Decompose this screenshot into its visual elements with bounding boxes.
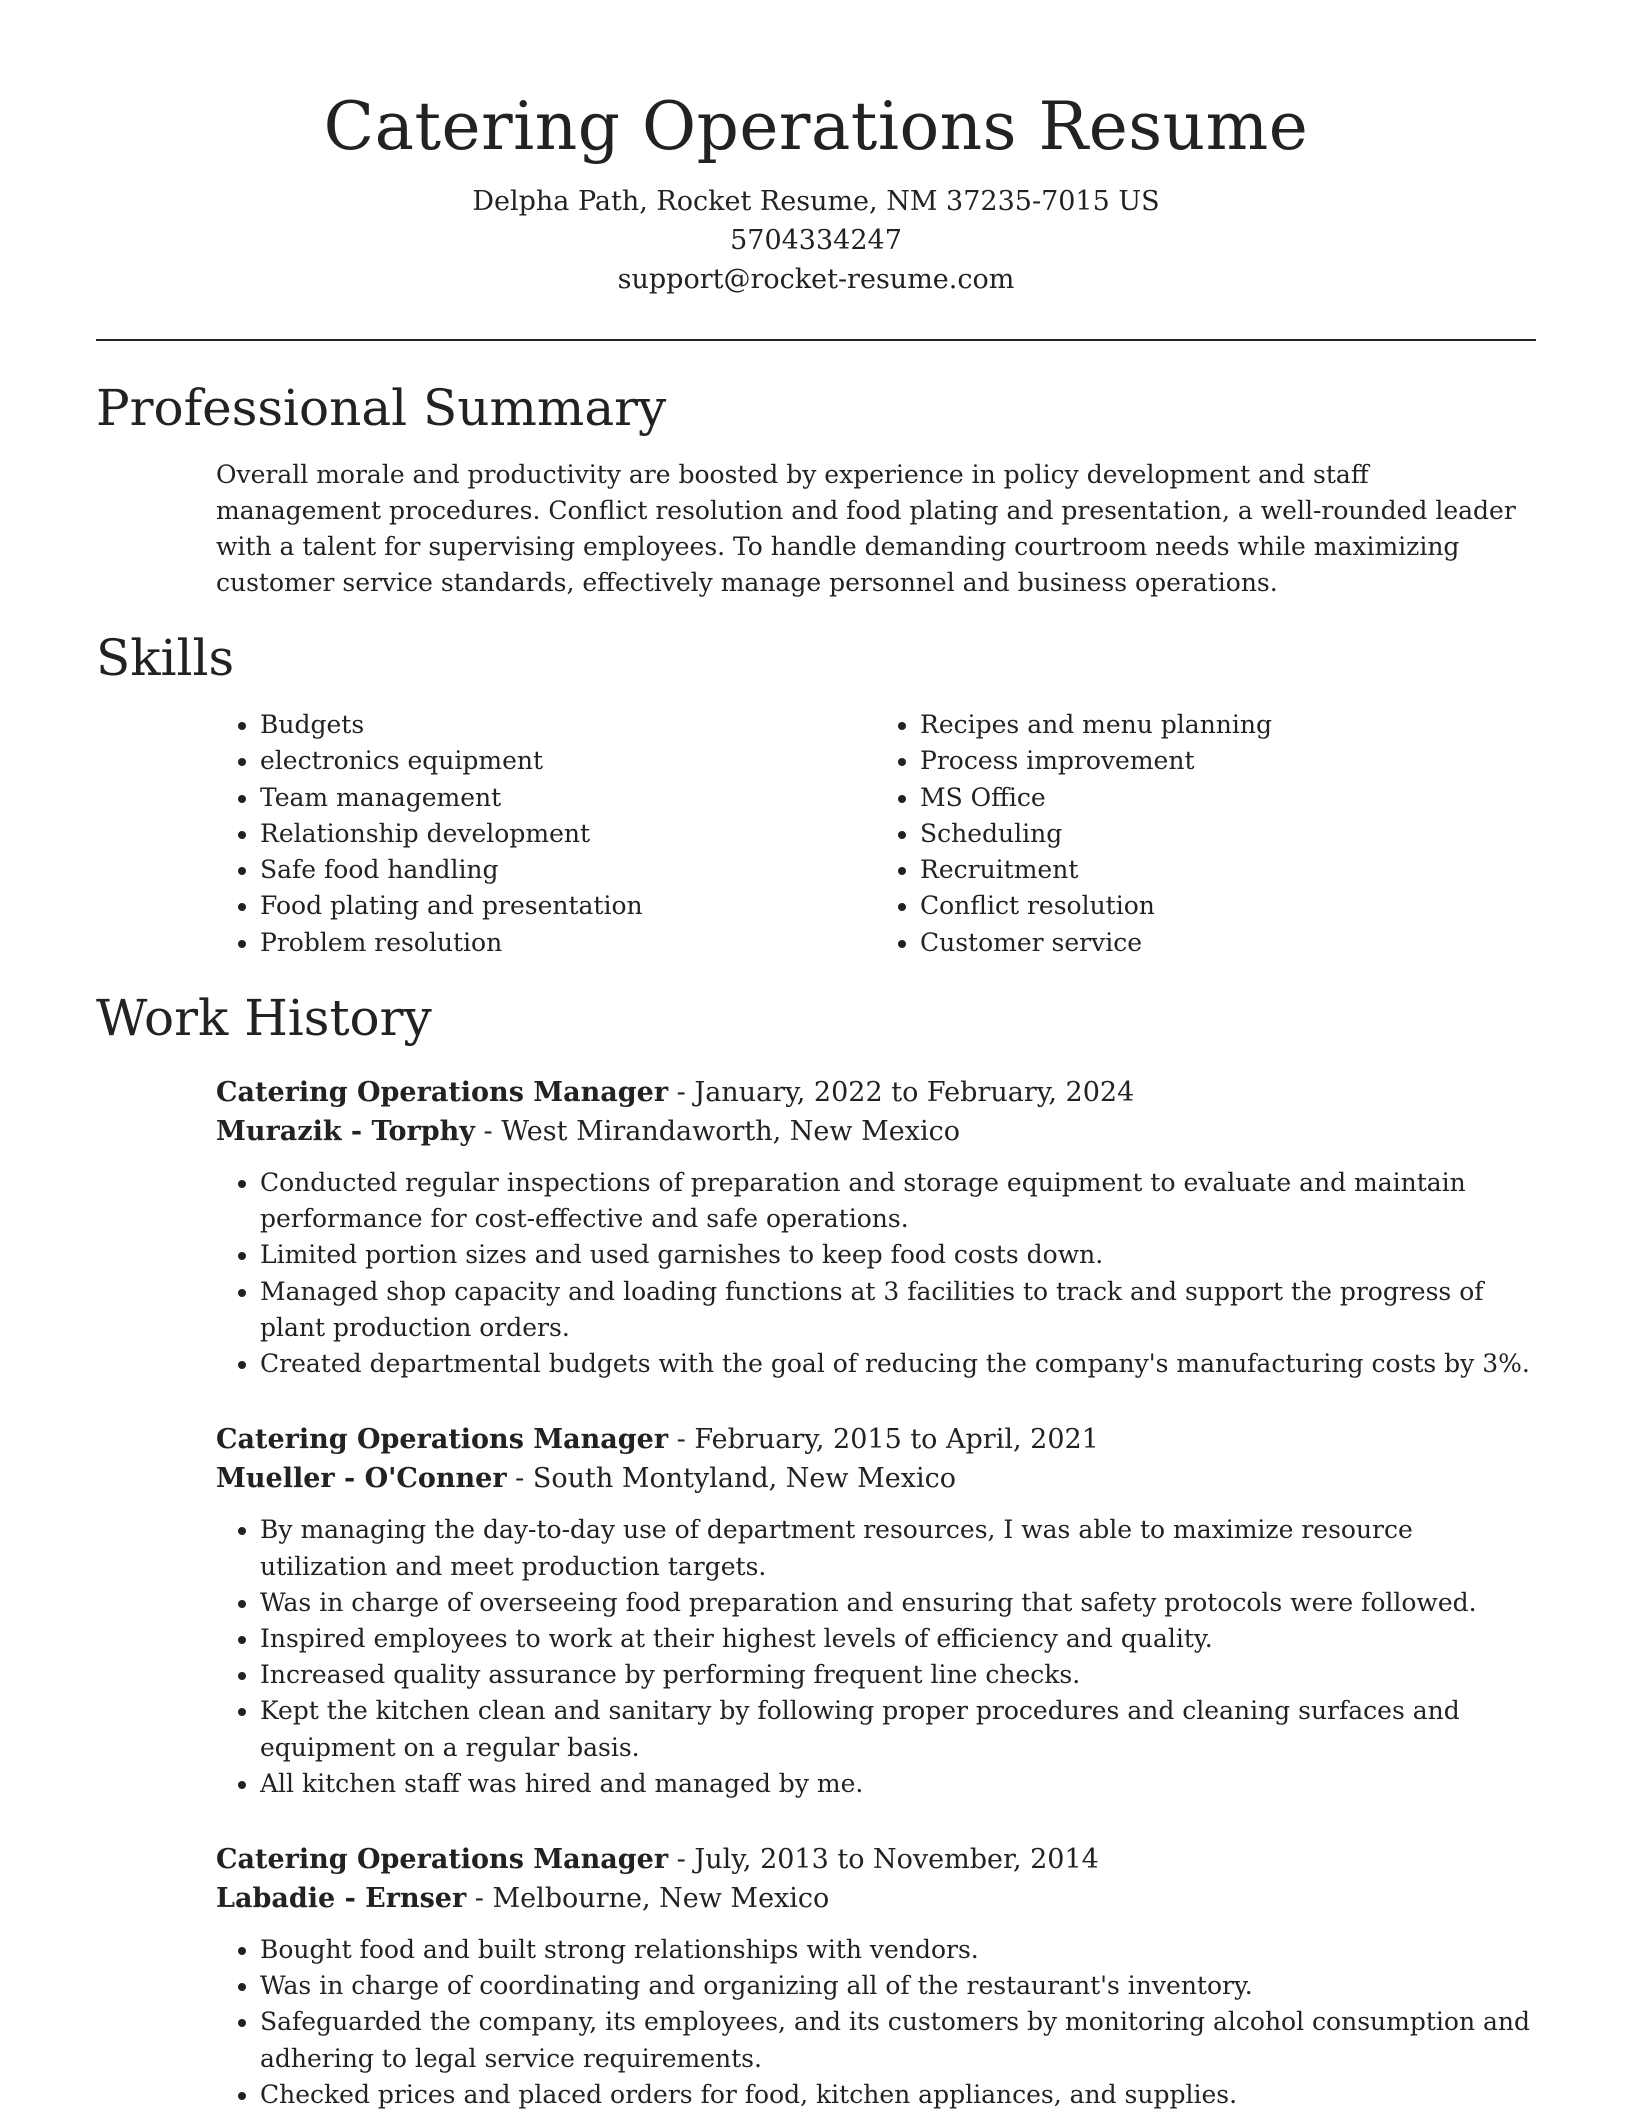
job-role: Catering Operations Manager: [216, 1843, 669, 1875]
job-company-line: [216, 1112, 1536, 1151]
job-bullet: • Was in charge of overseeing food preparation and ensuring that safety protocols were followed.: [260, 1585, 1536, 1621]
job-bullet: • Safeguarded the company, its employees, and its customers by monitoring alcohol consumption and adhering to legal service requirements.: [260, 2004, 1536, 2076]
skills-heading: Skills: [96, 629, 235, 687]
job-role: Catering Operations Manager: [216, 1077, 669, 1109]
job-bullet: • Increased quality assurance by performing frequent line checks.: [260, 1657, 1536, 1693]
job-title-line: [216, 1420, 1536, 1459]
work-history-heading: Work History: [96, 989, 432, 1048]
skill-item: • Safe food handling: [260, 852, 876, 888]
job-dates: - January, 2022 to February, 2024: [668, 1077, 1135, 1109]
skill-item: • Scheduling: [920, 816, 1536, 852]
contact-address: Delpha Path, Rocket Resume, NM 37235-7015 US: [472, 186, 1160, 217]
job-title-line: [216, 1840, 1536, 1879]
contact-phone: 5704334247: [730, 225, 902, 256]
job-bullet: • Checked prices and placed orders for food, kitchen appliances, and supplies.: [260, 2077, 1536, 2113]
header-divider: [96, 339, 1536, 341]
skill-item: • Recipes and menu planning: [920, 707, 1536, 743]
job-bullet: • Limited portion sizes and used garnishes to keep food costs down.: [260, 1237, 1536, 1273]
skill-item: • Problem resolution: [260, 925, 876, 961]
skill-item: • Process improvement: [920, 743, 1536, 779]
job-bullets: [216, 1932, 1536, 2113]
job-bullet: • Conducted regular inspections of preparation and storage equipment to evaluate and maintain performance for cost-effective and safe operations.: [260, 1165, 1536, 1237]
skill-item: • MS Office: [920, 780, 1536, 816]
skill-item: • Relationship development: [260, 816, 876, 852]
job-entry: [216, 1840, 1536, 2113]
skill-item: • electronics equipment: [260, 743, 876, 779]
job-bullet: • Bought food and built strong relationships with vendors.: [260, 1932, 1536, 1968]
skills-list-left: [216, 707, 876, 961]
job-bullet: • Created departmental budgets with the goal of reducing the company's manufacturing costs by 3%.: [260, 1346, 1536, 1382]
job-company-line: [216, 1459, 1536, 1498]
skill-item: • Conflict resolution: [920, 888, 1536, 924]
contact-block: [96, 182, 1536, 299]
job-company-line: [216, 1879, 1536, 1918]
skills-list-right: [876, 707, 1536, 961]
job-location: - West Mirandaworth, New Mexico: [474, 1116, 960, 1148]
job-dates: - July, 2013 to November, 2014: [668, 1843, 1099, 1875]
job-entry: [216, 1073, 1536, 1382]
skill-item: • Customer service: [920, 925, 1536, 961]
summary-text: Overall morale and productivity are boosted by experience in policy development and staff management procedures. Conflict resolution and food plating and presentation, a well-rounded leader with a talent for supervising employees. To handle demanding courtroom needs while maximizing customer service standards, effectively manage personnel and business operations.: [216, 460, 1516, 597]
skill-item: • Recruitment: [920, 852, 1536, 888]
job-bullet: • Inspired employees to work at their highest levels of efficiency and quality.: [260, 1621, 1536, 1657]
job-bullets: [216, 1165, 1536, 1382]
job-bullet: • All kitchen staff was hired and managed by me.: [260, 1766, 1536, 1802]
skills-grid: [216, 707, 1536, 961]
skill-item: • Food plating and presentation: [260, 888, 876, 924]
summary-heading: Professional Summary: [96, 379, 667, 437]
job-company: Labadie - Ernser: [216, 1882, 467, 1914]
job-bullet: • Kept the kitchen clean and sanitary by following proper procedures and cleaning surfaces and equipment on a regular basis.: [260, 1693, 1536, 1765]
job-bullet: • By managing the day-to-day use of department resources, I was able to maximize resource utilization and meet production targets.: [260, 1512, 1536, 1584]
contact-email: support@rocket-resume.com: [617, 264, 1015, 295]
skill-item: • Team management: [260, 780, 876, 816]
job-bullets: [216, 1512, 1536, 1802]
job-company: Mueller - O'Conner: [216, 1463, 507, 1495]
resume-title: Catering Operations Resume: [323, 88, 1309, 165]
resume-page: [96, 0, 1536, 2113]
skill-item: • Budgets: [260, 707, 876, 743]
job-bullet: • Managed shop capacity and loading functions at 3 facilities to track and support the progress of plant production orders.: [260, 1274, 1536, 1346]
job-location: - South Montyland, New Mexico: [506, 1463, 956, 1495]
job-role: Catering Operations Manager: [216, 1424, 669, 1456]
job-location: - Melbourne, New Mexico: [466, 1882, 830, 1914]
job-title-line: [216, 1073, 1536, 1112]
job-bullet: • Was in charge of coordinating and organizing all of the restaurant's inventory.: [260, 1968, 1536, 2004]
job-dates: - February, 2015 to April, 2021: [668, 1424, 1099, 1456]
job-company: Murazik - Torphy: [216, 1116, 475, 1148]
job-entry: [216, 1420, 1536, 1802]
